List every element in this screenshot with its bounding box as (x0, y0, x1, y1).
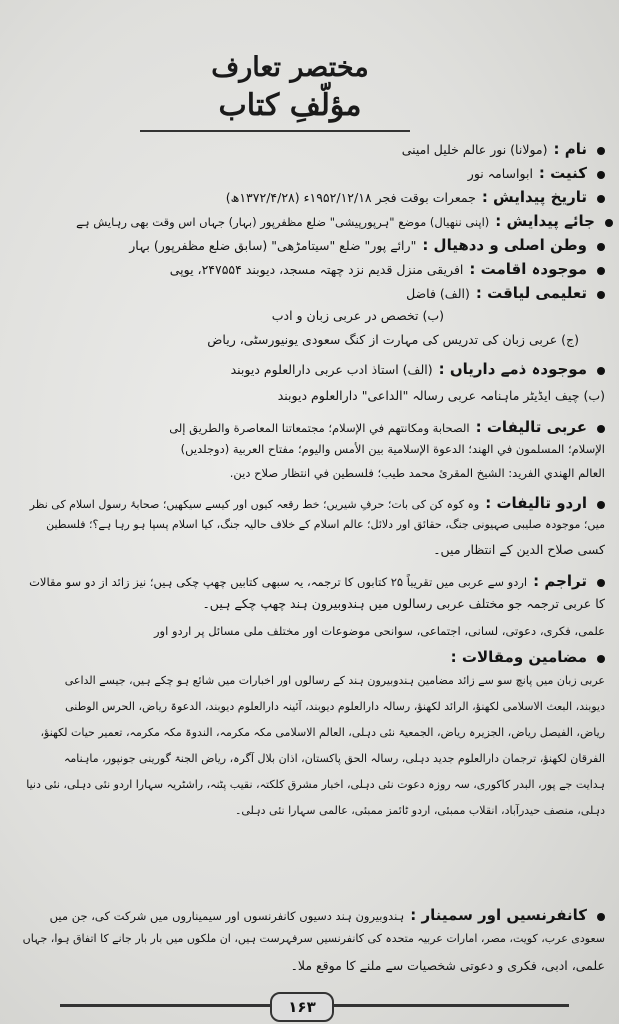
conferences-line1: ہندوبیرون ہند دسیوں کانفرنسوں اور سیمیناروں میں شرکت کی، جن میں (49, 909, 405, 923)
education-label: تعلیمی لیاقت : (475, 284, 587, 302)
duties-a: (الف) استاذ ادب عربی دارالعلوم دیوبند (230, 362, 433, 377)
bullet-icon (597, 913, 605, 921)
translations-row (0, 572, 605, 590)
articles-line5: ہدایت جے پور، البدر کاکوری، سہ روزہ دعوت نئی دہلی، اخبار مشرق کلکتہ، نقیب پٹنہ، راشٹریہ سہارا اردو نئی دہلی، نئی دنیا (26, 778, 605, 791)
bullet-icon (597, 367, 605, 375)
kunyah-label: کنیت : (538, 164, 587, 182)
birthdate-value: جمعرات بوقت فجر ۱۹۵۲/۱۲/۱۸ء (۱۳۷۲/۴/۲۸ھ) (225, 190, 476, 205)
translations-line2: کا عربی ترجمہ جو مختلف عربی رسالوں میں ہندوبیرون ہند چھپ چکے ہیں۔ (202, 596, 605, 611)
conferences-line3: علمی، ادبی، فکری و دعوتی شخصیات سے ملنے کا موقع ملا۔ (290, 958, 605, 973)
articles-line6: دہلی، منصف حیدرآباد، انقلاب ممبئی، اردو ٹائمز ممبئی، عالمی سہارا نئی دہلی۔ (234, 804, 605, 817)
kunyah-value: ابواسامہ نور (467, 166, 533, 181)
articles-intro: علمی، فکری، دعوتی، لسانی، اجتماعی، سوانحی موضوعات اور مختلف ملی مسائل پر اردو اور (153, 624, 605, 638)
urdu-works-line1: وہ کوہ کن کی بات؛ حرفِ شیریں؛ خط رقعہ کیوں اور کیسے سیکھیں؛ صحابۂ رسول اسلام کی نظر (29, 498, 480, 511)
bullet-icon (597, 291, 605, 299)
hometown-label: وطن اصلی و ددھیال : (422, 236, 587, 254)
page-title-line2: مؤلّفِ کتاب (218, 88, 362, 123)
articles-line2: دیوبند، البعث الاسلامی لکھنؤ، الرائد لکھنؤ، رسالہ دارالعلوم دیوبند، آئینہ دارالعلوم دیوبند، الدعوۃ ریاض، الحرس الوطنی (65, 700, 605, 713)
duties-b: (ب) چیف ایڈیٹر ماہنامہ عربی رسالہ "الداعی" دارالعلوم دیوبند (277, 388, 605, 403)
bullet-icon (597, 501, 605, 509)
name-value: (مولانا) نور عالم خلیل امینی (401, 142, 548, 157)
articles-line1: عربی زبان میں پانچ سو سے زائد مضامین ہندوبیرون ہند کے رسالوں اور اخبارات میں شائع ہو چکے ہیں، جیسے الداعی (64, 674, 605, 687)
hometown-value: "رائے پور" ضلع "سیتامڑھی" (سابق ضلع مظفرپور) بہار (129, 238, 417, 253)
urdu-works-line3: کسی صلاح الدین کے انتظار میں۔ (433, 542, 605, 557)
arabic-works-line1: الصحابة ومكانتهم في الإسلام؛ مجتمعاتنا المعاصرة والطريق إلى (169, 421, 470, 435)
bullet-icon (597, 579, 605, 587)
bullet-icon (597, 171, 605, 179)
duties-label: موجودہ ذمے داریاں : (438, 360, 587, 378)
conferences-row (0, 906, 605, 924)
birthdate-row (0, 188, 605, 206)
bullet-icon (597, 195, 605, 203)
hometown-row (0, 236, 605, 254)
arabic-works-row (0, 418, 605, 436)
residence-value: افریقی منزل قدیم نزد چھتہ مسجد، دیوبند ۲۴۷۵۵۴، یوپی (169, 262, 464, 277)
translations-line1: اردو سے عربی میں تقریباً ۲۵ کتابوں کا ترجمہ، یہ سبھی کتابیں چھپ چکی ہیں؛ نیز زائد از دو سو مقالات (29, 575, 528, 589)
urdu-works-line2: میں؛ موجودہ صلیبی صہیونی جنگ، حقائق اور دلائل؛ عالمِ اسلام کے خلاف حالیہ جنگ، کیا اسلام پسپا ہو رہا ہے؟؛ فلسطین (46, 518, 605, 531)
title-underline (140, 130, 410, 132)
birthdate-label: تاریخ پیدایش : (481, 188, 587, 206)
articles-line3: ریاض، الفیصل ریاض، الجزیرہ ریاض، الجمعیۃ نئی دہلی، العالم الاسلامی مکہ مکرمہ، الندوۃ مکہ مکرمہ، تعمیر حیات لکھنؤ، (40, 726, 605, 739)
bullet-icon (597, 267, 605, 275)
urdu-works-row (0, 494, 605, 512)
education-value: (الف) فاضل (406, 286, 470, 301)
residence-label: موجودہ اقامت : (469, 260, 587, 278)
conferences-line2: سعودی عرب، کویت، مصر، امارات عربیہ متحدہ کی کانفرنسیں سرفہرست ہیں، ان ملکوں میں بار بار جانے کا اتفاق ہوا، جہاں (22, 932, 605, 945)
bullet-icon (597, 243, 605, 251)
page-number: ۱۶۳ (270, 992, 334, 1022)
education-b: (ب) تخصص در عربی زبان و ادب (271, 308, 444, 323)
conferences-label: کانفرنسیں اور سمینار : (410, 906, 587, 924)
birthplace-row (0, 212, 613, 230)
name-row (0, 140, 605, 158)
birthplace-label: جائے پیدایش : (495, 212, 595, 230)
education-row (0, 284, 605, 302)
bullet-icon (597, 147, 605, 155)
articles-line4: الفرقان لکھنؤ، ترجمان دارالعلوم جدید دہلی، رسالہ الحق پاکستان، اذان بلال آگرہ، ریاض الجنۃ گورینی جونپور، ماہنامہ (63, 752, 605, 765)
name-label: نام : (553, 140, 587, 158)
articles-label: مضامین ومقالات : (450, 648, 587, 666)
bullet-icon (597, 655, 605, 663)
bullet-icon (597, 425, 605, 433)
bullet-icon (605, 219, 613, 227)
page-title-line1: مختصر تعارف (211, 52, 369, 83)
arabic-works-label: عربی تالیفات : (475, 418, 587, 436)
articles-row (0, 648, 605, 666)
birthplace-value: (اپنی ننھیال) موضع "ہرپورپیشی" ضلع مظفرپور (بہار) جہاں اس وقت بھی رہایش ہے (76, 215, 490, 229)
arabic-works-line3: العالم الهندي الفريد: الشيخ المقرئ محمد طيب؛ فلسطين في انتظار صلاح دين. (229, 466, 605, 480)
kunyah-row (0, 164, 605, 182)
arabic-works-line2: الإسلام؛ المسلمون في الهند؛ الدعوة الإسلامية بين الأمس واليوم؛ مفتاح العربية (دوجلدیں) (180, 442, 605, 456)
residence-row (0, 260, 605, 278)
education-c: (ج) عربی زبان کی تدریس کی مہارت از کنگ سعودی یونیورسٹی، ریاض (207, 332, 579, 347)
urdu-works-label: اردو تالیفات : (485, 494, 587, 512)
translations-label: تراجم : (533, 572, 587, 590)
duties-row (0, 360, 605, 378)
